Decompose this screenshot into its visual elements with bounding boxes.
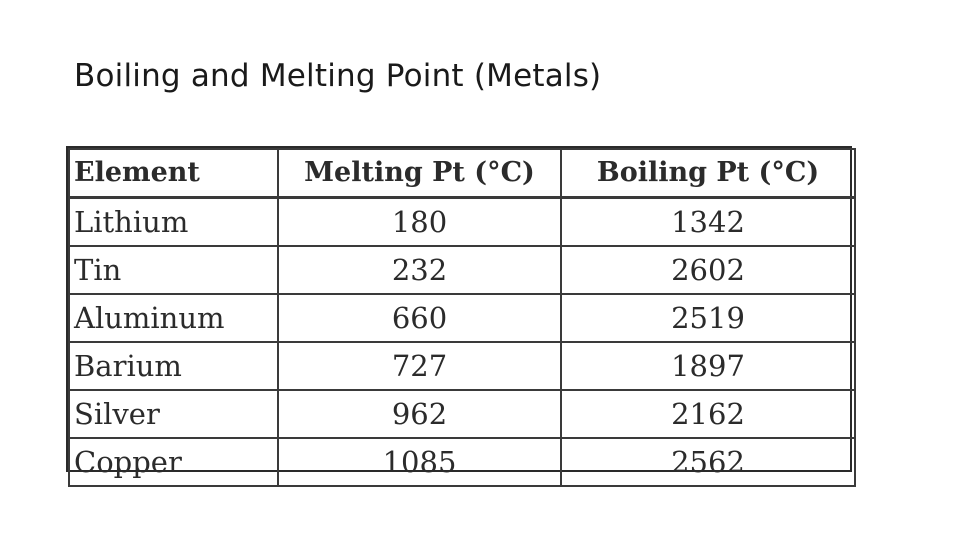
table-header-row: [69, 149, 855, 198]
melting-point-cell: 962: [278, 390, 561, 438]
element-cell: Tin: [69, 246, 278, 294]
table-image: [66, 146, 852, 479]
table-row: [69, 246, 855, 294]
table-row: [69, 438, 855, 486]
table-row: [69, 342, 855, 390]
melting-point-cell: 232: [278, 246, 561, 294]
table-row: [69, 294, 855, 342]
boiling-point-cell: 1342: [561, 198, 855, 247]
element-cell: Copper: [69, 438, 278, 486]
boiling-point-cell: 2562: [561, 438, 855, 486]
element-cell: Barium: [69, 342, 278, 390]
melting-point-cell: 727: [278, 342, 561, 390]
boiling-point-cell: 2602: [561, 246, 855, 294]
table-row: [69, 390, 855, 438]
header-melting-point: Melting Pt (°C): [278, 149, 561, 198]
header-element: Element: [69, 149, 278, 198]
header-boiling-point: Boiling Pt (°C): [561, 149, 855, 198]
element-cell: Lithium: [69, 198, 278, 247]
boiling-point-cell: 1897: [561, 342, 855, 390]
melting-point-cell: 1085: [278, 438, 561, 486]
boiling-point-cell: 2519: [561, 294, 855, 342]
slide-title: Boiling and Melting Point (Metals): [74, 58, 602, 94]
melting-point-cell: 180: [278, 198, 561, 247]
element-cell: Silver: [69, 390, 278, 438]
metals-table: [68, 148, 856, 487]
table-row: [69, 198, 855, 247]
melting-point-cell: 660: [278, 294, 561, 342]
element-cell: Aluminum: [69, 294, 278, 342]
boiling-point-cell: 2162: [561, 390, 855, 438]
